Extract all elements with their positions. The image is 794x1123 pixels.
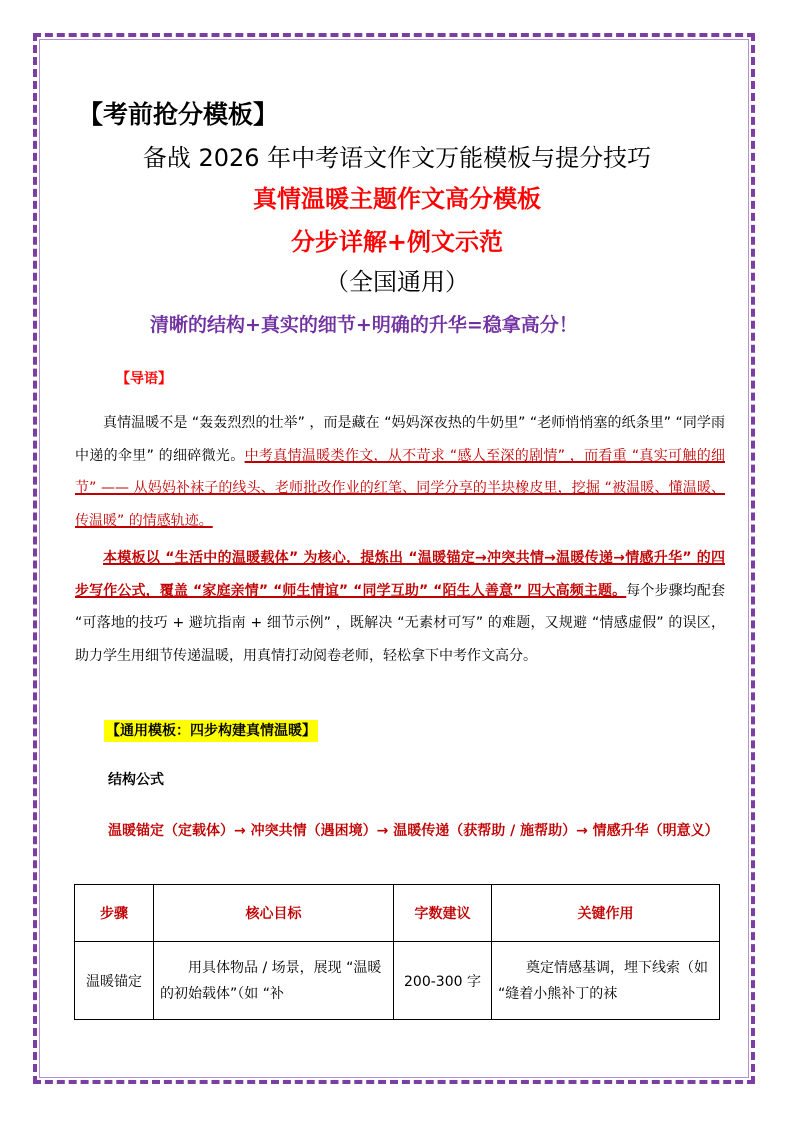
table-header-cell: 步骤 bbox=[75, 885, 154, 942]
document-title: 备战 2026 年中考语文作文万能模板与提分技巧 bbox=[142, 144, 652, 172]
steps-table bbox=[74, 884, 720, 1020]
template-heading: 【通用模板：四步构建真情温暖】 bbox=[104, 720, 318, 742]
structure-formula: 温暖锚定（定载体）→ 冲突共情（遇困境）→ 温暖传递（获帮助 / 施帮助）→ 情感升华（明意义） bbox=[108, 823, 719, 839]
table-cell-key: 奠定情感基调，埋下线索（如 “缝着小熊补丁的袜 bbox=[492, 942, 720, 1020]
intro-paragraph-1 bbox=[75, 407, 725, 537]
document-subtitle-method: 分步详解+例文示范 bbox=[290, 228, 504, 256]
intro-paragraph-2-text: 每个步骤均配套 “可落地的技巧 + 避坑指南 + 细节示例” ，既解决 “无素材可写” 的难题，又规避 “情感虚假” 的误区，助力学生用细节传递温暖，用真情打动阅卷老师，轻松拿下中考作文高分。 bbox=[75, 582, 726, 664]
table-header-cell: 核心目标 bbox=[154, 885, 394, 942]
table-header-row bbox=[75, 885, 720, 942]
intro-paragraph-2-highlight: 本模板以 “生活中的温暖载体” 为核心，提炼出 “温暖锚定→冲突共情→温暖传递→情感升华” 的四步写作公式，覆盖 “家庭亲情” “师生情谊” “同学互助” “陌生人善意” 四大高频主题。 bbox=[75, 550, 725, 599]
document-subtitle-theme: 真情温暖主题作文高分模板 bbox=[253, 185, 541, 213]
table-cell-words: 200-300 字 bbox=[394, 942, 492, 1020]
table-cell-goal: 用具体物品 / 场景，展现 “温暖的初始载体”（如 “补 bbox=[154, 942, 394, 1020]
table-cell-step: 温暖锚定 bbox=[75, 942, 154, 1020]
intro-paragraph-1-highlight: 中考真情温暖类作文，从不苛求 “感人至深的剧情” ，而看重 “真实可触的细节” —— 从妈妈补袜子的线头、老师批改作业的红笔、同学分享的半块橡皮里，挖掘 “被温暖、懂温暖、传温暖” 的情感轨迹。 bbox=[75, 447, 726, 529]
intro-paragraph-2 bbox=[75, 542, 725, 672]
document-scope: （全国通用） bbox=[325, 268, 469, 296]
structure-label: 结构公式 bbox=[108, 772, 164, 788]
intro-paragraph-1-text: 真情温暖不是 “轰轰烈烈的壮举” ，而是藏在 “妈妈深夜热的牛奶里” “老师悄悄塞的纸条里” “同学雨中递的伞里” 的细碎微光。 bbox=[75, 415, 725, 464]
document-slogan: 清晰的结构+真实的细节+明确的升华=稳拿高分！ bbox=[150, 314, 578, 336]
table-header-cell: 关键作用 bbox=[492, 885, 720, 942]
table-header-cell: 字数建议 bbox=[394, 885, 492, 942]
intro-label: 【导语】 bbox=[116, 371, 172, 387]
header-tag: 【考前抢分模板】 bbox=[78, 100, 279, 129]
table-row bbox=[75, 942, 720, 1020]
